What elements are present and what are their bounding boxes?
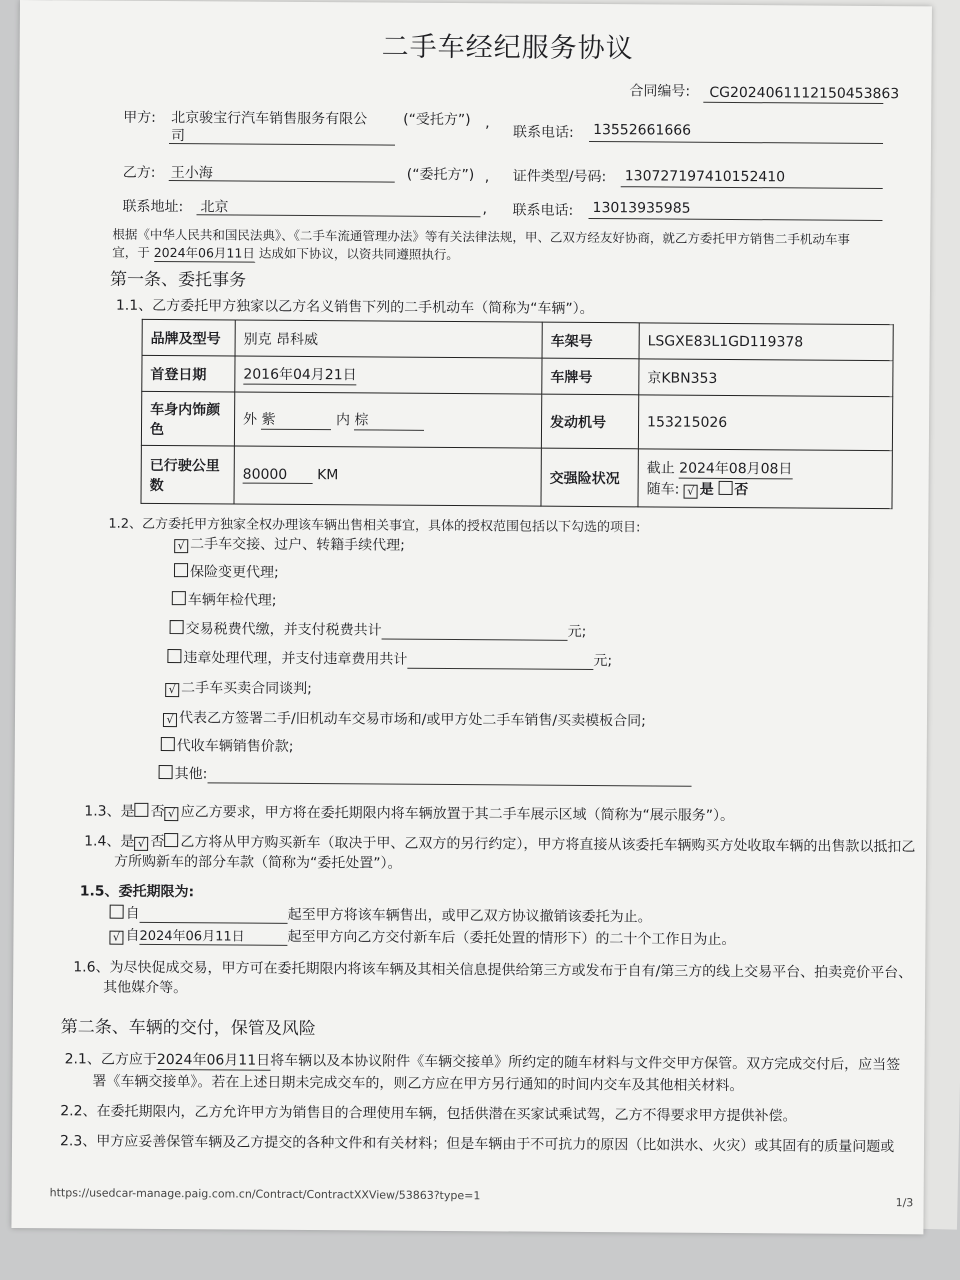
option-transfer-checkbox[interactable]: √ bbox=[174, 539, 188, 553]
contract-no-label: 合同编号: bbox=[629, 83, 691, 100]
document-title: 二手车经纪服务协议 bbox=[381, 31, 634, 65]
party-b-id-label: 证件类型/号码: bbox=[512, 168, 607, 186]
intro-line-1: 根据《中华人民共和国民法典》、《二手车流通管理办法》等有关法律法规，甲、乙双方经友好协商，就乙方委托甲方销售二手机动车事 bbox=[112, 226, 850, 247]
option-sign-contract-checkbox[interactable]: √ bbox=[163, 713, 177, 727]
party-b-name: 王小海 bbox=[170, 165, 213, 182]
option-negotiation-checkbox[interactable]: √ bbox=[165, 683, 179, 697]
brand-label: 品牌及型号 bbox=[142, 319, 235, 356]
clause-2-1-line1: 2.1、乙方应于2024年06月11日将车辆以及本协议附件《车辆交接单》所约定的随车材料与文件交甲方保管。双方完成交付后，应当签 bbox=[65, 1048, 901, 1075]
clause-2-2: 2.2、在委托期限内，乙方允许甲方为销售目的合理使用车辆，包括供潜在买家试乘试驾，乙方不得要求甲方提供补偿。 bbox=[60, 1103, 797, 1125]
mileage-value: 80000 bbox=[243, 467, 313, 484]
reg-date-label: 首登日期 bbox=[142, 355, 235, 392]
section-2-title: 第二条、车辆的交付，保管及风险 bbox=[60, 1017, 316, 1040]
clause-1-6-line1: 1.6、为尽快促成交易，甲方可在委托期限内将该车辆及其相关信息提供给第三方或发布于自有/第三方的线上交易平台、拍卖竞价平台、 bbox=[73, 959, 913, 982]
option-other-checkbox[interactable] bbox=[159, 765, 173, 779]
mileage-label: 已行驶公里数 bbox=[141, 445, 234, 504]
clause-1-1: 1.1、乙方委托甲方独家以乙方名义销售下列的二手机动车（简称为“车辆”）。 bbox=[115, 297, 594, 318]
party-b-phone-label: 联系电话: bbox=[512, 202, 574, 219]
insurance-no-checkbox[interactable] bbox=[718, 481, 732, 495]
vin-value: LSGXE83L1GD119378 bbox=[639, 323, 893, 361]
party-a-label: 甲方: bbox=[123, 109, 156, 126]
footer-url: https://usedcar-manage.paig.com.cn/Contract/ContractXXView/53863?type=1 bbox=[49, 1186, 481, 1203]
party-b-phone: 13013935985 bbox=[592, 200, 691, 217]
period-option-b: √ 自2024年06月11日 起至甲方向乙方交付新车后（委托处置的情形下）的二十个工作日为止。 bbox=[109, 925, 735, 949]
disposal-no-checkbox[interactable] bbox=[164, 833, 178, 847]
engine-value: 153215026 bbox=[638, 395, 892, 451]
option-inspection: 车辆年检代理; bbox=[172, 589, 277, 610]
interior-color: 棕 bbox=[354, 409, 424, 430]
party-b-role: (“委托方”) bbox=[406, 166, 475, 184]
footer-page-number: 1/3 bbox=[895, 1196, 914, 1210]
exterior-color: 紫 bbox=[261, 409, 331, 430]
display-yes-checkbox[interactable] bbox=[135, 803, 149, 817]
mileage-unit: KM bbox=[317, 467, 339, 484]
party-a-role: (“受托方”) bbox=[403, 111, 471, 129]
option-transfer: √ 二手车交接、过户、转籍手续代理; bbox=[174, 533, 405, 555]
vehicle-table: 品牌及型号 别克 昂科威 车架号 LSGXE83L1GD119378 首登日期 2016年04月21日 车牌号 京KBN353 车身内饰颜色 外 紫 内 棕 发动机号 153215026 已行驶公里数 80000 KM 交强险状况 截止 2024年08月08日 随车: √ 是 否 bbox=[140, 319, 893, 509]
vin-label: 车架号 bbox=[542, 322, 639, 359]
party-b-id: 130727197410152410 bbox=[624, 168, 786, 186]
brand-value: 别克 昂科威 bbox=[235, 320, 542, 358]
engine-label: 发动机号 bbox=[541, 394, 638, 449]
option-sign-contract: √ 代表乙方签署二手/旧机动车交易市场和/或甲方处二手车销售/买卖模板合同; bbox=[163, 707, 646, 730]
option-collect-payment: 代收车辆销售价款; bbox=[161, 735, 294, 756]
reg-date-value: 2016年04月21日 bbox=[243, 364, 356, 386]
insurance-label: 交强险状况 bbox=[541, 448, 638, 507]
color-label: 车身内饰颜色 bbox=[141, 391, 234, 446]
option-violation-checkbox[interactable] bbox=[167, 649, 181, 663]
party-a-name-line2: 司 bbox=[170, 128, 186, 145]
option-other: 其他: bbox=[159, 763, 692, 787]
handover-date: 2024年06月11日 bbox=[157, 1049, 270, 1071]
party-b-address: 北京 bbox=[200, 199, 229, 216]
plate-value: 京KBN353 bbox=[639, 359, 893, 397]
clause-1-4-cont: 方所购新车的部分车款（简称为“委托处置”）。 bbox=[113, 853, 402, 872]
option-violation: 违章处理代理，并支付违章费用共计 元; bbox=[167, 647, 612, 670]
party-b-label: 乙方: bbox=[122, 164, 156, 181]
option-collect-payment-checkbox[interactable] bbox=[161, 737, 175, 751]
plate-label: 车牌号 bbox=[542, 358, 639, 395]
party-a-phone-label: 联系电话: bbox=[513, 124, 574, 141]
insurance-yes-checkbox[interactable]: √ bbox=[684, 485, 698, 499]
address-label: 联系地址: bbox=[122, 198, 184, 216]
clause-1-5: 1.5、委托期限为: bbox=[79, 883, 195, 901]
party-a-phone: 13552661666 bbox=[593, 122, 692, 139]
intro-line-2: 宜，于 2024年06月11日 达成如下协议，以资共同遵照执行。 bbox=[112, 244, 459, 263]
option-tax-checkbox[interactable] bbox=[170, 620, 184, 634]
contract-no: CG2024061112150453863 bbox=[709, 84, 900, 103]
clause-1-2: 1.2、乙方委托甲方独家全权办理该车辆出售相关事宜，具体的授权范围包括以下勾选的项目: bbox=[108, 516, 641, 536]
option-insurance: 保险变更代理; bbox=[174, 561, 279, 582]
option-inspection-checkbox[interactable] bbox=[172, 591, 186, 605]
contract-page: 二手车经纪服务协议 合同编号: CG2024061112150453863 甲方: 北京骏宝行汽车销售服务有限公 司 (“受托方”) , 联系电话: 13552661666 乙方: 王小海 (“委托方”) , 证件类型/号码: 130727197410152410 联系地址: 北京 , 联系电话: 13013935985 根据《中华人民共和国民法典》、《二手车流通管理办法》等有关法律法规，甲、乙双方经友好协商，就乙方委托甲方销售二手机动车事 宜，于 2024年06月11日 达成如下协议，以资共同遵照执行。 第一条、委托事务 1.1、乙方委托甲方独家以乙方名义销售下列的二手机动车（简称为“车辆”）。 品牌及型号 别克 昂科威 车架号 LSGXE83L1GD119378 首登日期 2016年04月21日 车牌号 京KBN353 车身内饰颜色 外 紫 内 棕 发动机号 153215026 已行驶公里数 80000 KM 交强险状况 截止 2024年08月08日 随车: √ 是 否 1.2、乙方委托甲方独家全权办理该车辆出售相关事宜，具体的授权范围包括以下勾选的项目: √ 二手车交接、过户、转籍手续代理; 保险变更代理; 车辆年检代理; 交易税费代缴，并支付税费共计 元; 违章处理代理，并支付违章费用共计 元; √ 二手车买卖合同谈判; √ 代表乙方签署二手/旧机动车交易市场和/或甲方处二手车销售/买卖模板合同; 代收车辆销售价款; 其他: 1.3、是 否 √ 应乙方要求，甲方将在委托期限内将车辆放置于其二手车展示区域（简称为“展示服务”）。 1.4、是 √ 否 乙方将从甲方购买新车（取决于甲、乙双方的另行约定），甲方将直接从该委托车辆购买方处收取车辆的出售款以抵扣乙 方所购新车的部分车款（简称为“委托处置”）。 1.5、委托期限为: 自 起至甲方将该车辆售出，或甲乙双方协议撤销该委托为止。 √ 自2024年06月11日 起至甲方向乙方交付新车后（委托处置的情形下）的二十个工作日为止。 1.6、为尽快促成交易，甲方可在委托期限内将该车辆及其相关信息提供给第三方或发布于自有/第三方的线上交易平台、拍卖竞价平台、 其他媒介等。 第二条、车辆的交付，保管及风险 2.1、乙方应于2024年06月11日将车辆以及本协议附件《车辆交接单》所约定的随车材料与文件交甲方保管。双方完成交付后，应当签 署《车辆交接单》。若在上述日期未完成交车的，则乙方应在甲方另行通知的时间内交车及其他相关材料。 2.2、在委托期限内，乙方允许甲方为销售目的合理使用车辆，包括供潜在买家试乘试驾，乙方不得要求甲方提供补偿。 2.3、甲方应妥善保管车辆及乙方提交的各种文件和有关材料；但是车辆由于不可抗力的原因（比如洪水、火灾）或其固有的质量问题或 https://usedcar-manage.paig.com.cn/Contract/ContractXXView/53863?type=1 1/3 bbox=[11, 0, 932, 1234]
section-1-title: 第一条、委托事务 bbox=[109, 269, 247, 291]
clause-2-1-line2: 署《车辆交接单》。若在上述日期未完成交车的，则乙方应在甲方另行通知的时间内交车及其他相关材料。 bbox=[92, 1073, 744, 1095]
clause-2-3: 2.3、甲方应妥善保管车辆及乙方提交的各种文件和有关材料；但是车辆由于不可抗力的原因（比如洪水、火灾）或其固有的质量问题或 bbox=[59, 1133, 895, 1156]
insurance-date: 2024年08月08日 bbox=[679, 458, 792, 480]
clause-1-6-line2: 其他媒介等。 bbox=[103, 979, 188, 997]
clause-1-4: 1.4、是 √ 否 乙方将从甲方购买新车（取决于甲、乙双方的另行约定），甲方将直接从该委托车辆购买方处收取车辆的出售款以抵扣乙 bbox=[84, 833, 916, 856]
period-start-date: 2024年06月11日 bbox=[139, 925, 287, 946]
option-insurance-checkbox[interactable] bbox=[174, 563, 188, 577]
period-b-checkbox[interactable]: √ bbox=[109, 931, 123, 945]
intro-date: 2024年06月11日 bbox=[153, 244, 255, 261]
period-a-checkbox[interactable] bbox=[110, 905, 124, 919]
period-option-a: 自 起至甲方将该车辆售出，或甲乙双方协议撤销该委托为止。 bbox=[110, 903, 652, 927]
option-negotiation: √ 二手车买卖合同谈判; bbox=[165, 677, 312, 698]
clause-1-3: 1.3、是 否 √ 应乙方要求，甲方将在委托期限内将车辆放置于其二手车展示区域（简称为“展示服务”）。 bbox=[84, 803, 735, 825]
disposal-yes-checkbox[interactable]: √ bbox=[134, 837, 148, 851]
display-no-checkbox[interactable]: √ bbox=[165, 807, 179, 821]
option-tax: 交易税费代缴，并支付税费共计 元; bbox=[170, 618, 587, 641]
party-a-name-line1: 北京骏宝行汽车销售服务有限公 bbox=[171, 110, 368, 128]
